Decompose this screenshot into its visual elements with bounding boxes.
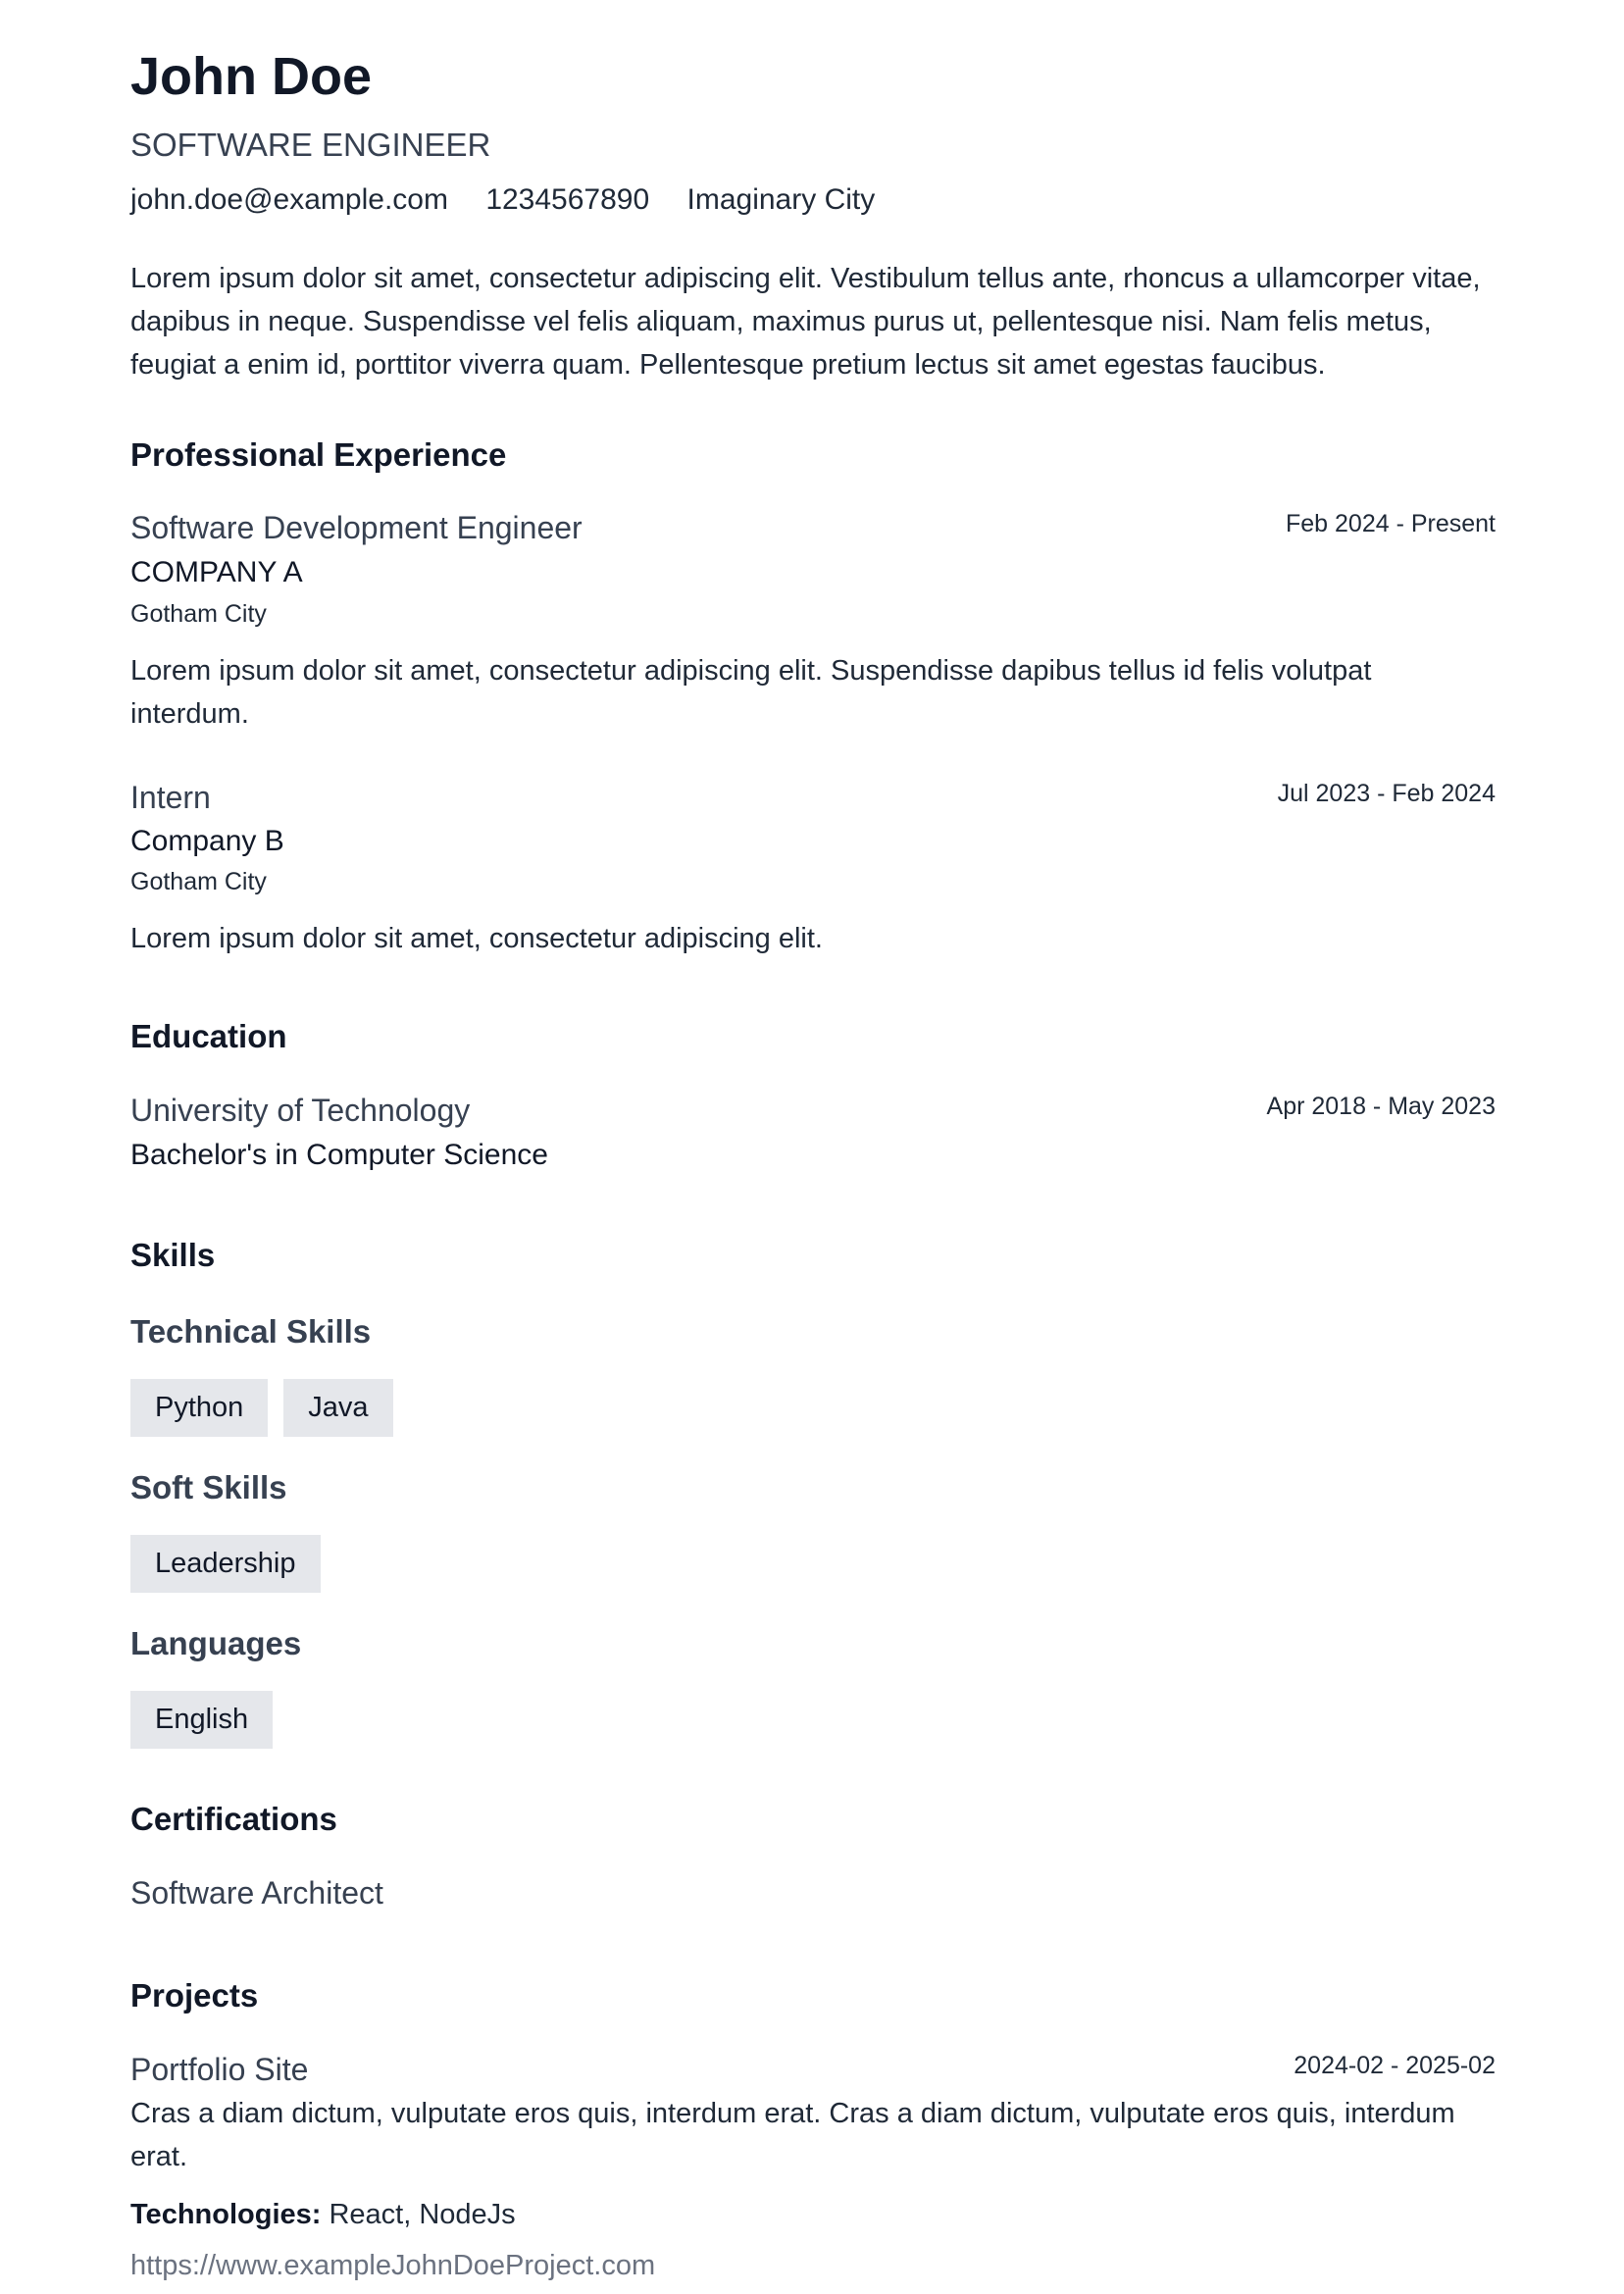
project-description: Cras a diam dictum, vulputate eros quis, interdum erat. Cras a diam dictum, vulputate eros quis, interdum erat. (130, 2098, 1455, 2172)
experience-role: Software Development Engineer (130, 510, 583, 545)
section-title-certifications: Certifications (130, 1801, 337, 1837)
skill-chip: Python (130, 1379, 268, 1437)
contact-line (130, 182, 904, 218)
experience-dates: Jul 2023 - Feb 2024 (1277, 780, 1496, 807)
experience-company: Company B (130, 825, 284, 857)
skill-chip: English (130, 1691, 273, 1749)
section-title-education: Education (130, 1018, 287, 1054)
section-title-experience: Professional Experience (130, 436, 507, 473)
skills-group-title: Technical Skills (130, 1313, 372, 1350)
contact-email: john.doe@example.com (130, 183, 448, 216)
project-technologies-label: Technologies: (130, 2199, 322, 2230)
education-degree: Bachelor's in Computer Science (130, 1139, 548, 1171)
project-name: Portfolio Site (130, 2052, 309, 2087)
section-title-projects: Projects (130, 1977, 259, 2014)
candidate-headline: SOFTWARE ENGINEER (130, 127, 491, 163)
contact-phone: 1234567890 (485, 183, 650, 216)
education-dates: Apr 2018 - May 2023 (1266, 1093, 1496, 1120)
experience-description: Lorem ipsum dolor sit amet, consectetur adipiscing elit. (130, 923, 823, 954)
contact-location: Imaginary City (686, 183, 876, 216)
experience-location: Gotham City (130, 868, 267, 895)
experience-description: Lorem ipsum dolor sit amet, consectetur adipiscing elit. Suspendisse dapibus tellus id felis volutpat interdum. (130, 655, 1372, 730)
section-title-skills: Skills (130, 1237, 216, 1273)
experience-role: Intern (130, 780, 211, 815)
skills-chip-list (130, 1535, 321, 1593)
project-url-link[interactable]: https://www.exampleJohnDoeProject.com (130, 2250, 656, 2281)
project-technologies-value: React, NodeJs (329, 2199, 516, 2230)
project-technologies (130, 2197, 516, 2232)
project-dates: 2024-02 - 2025-02 (1294, 2052, 1496, 2079)
education-school: University of Technology (130, 1093, 471, 1128)
certification-name: Software Architect (130, 1875, 383, 1911)
skills-group-title: Languages (130, 1625, 302, 1661)
skill-chip: Leadership (130, 1535, 321, 1593)
skills-chip-list (130, 1691, 273, 1749)
experience-company: COMPANY A (130, 556, 303, 588)
skills-chip-list (130, 1379, 393, 1437)
skills-group-title: Soft Skills (130, 1469, 287, 1505)
candidate-name: John Doe (130, 47, 373, 106)
experience-location: Gotham City (130, 600, 267, 628)
skill-chip: Java (283, 1379, 392, 1437)
profile-summary: Lorem ipsum dolor sit amet, consectetur adipiscing elit. Vestibulum tellus ante, rhoncus a ullamcorper vitae, dapibus in neque. Suspendisse vel felis aliquam, maximus purus ut, pellentesque nisi. Nam felis metus, feugiat a enim id, porttitor viverra quam. Pellentesque pretium lectus sit amet egestas faucibus. (130, 263, 1481, 381)
experience-dates: Feb 2024 - Present (1285, 510, 1496, 537)
